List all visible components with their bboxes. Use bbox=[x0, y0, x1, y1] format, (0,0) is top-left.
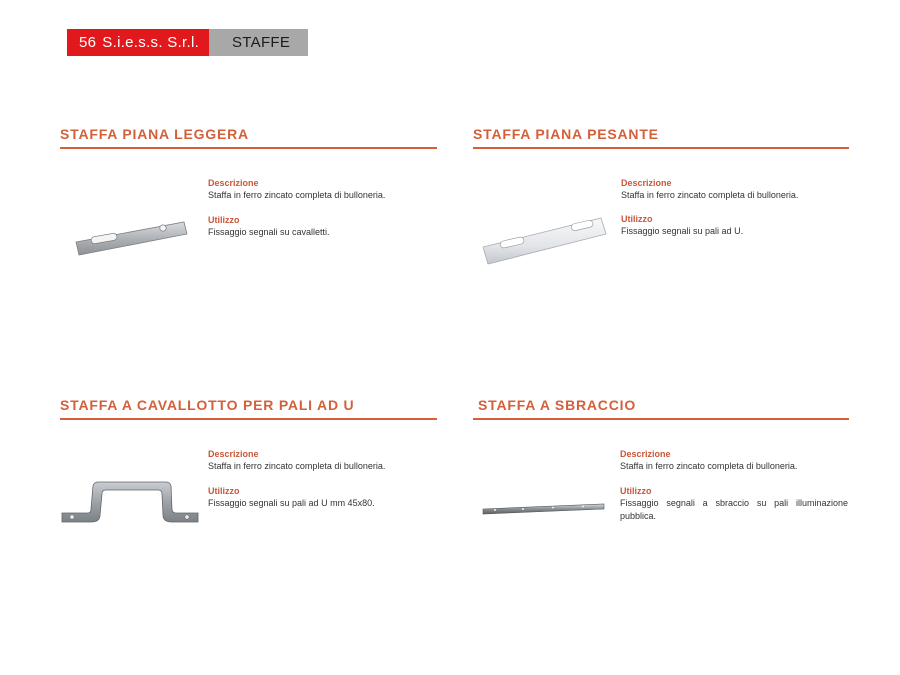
title-rule bbox=[60, 418, 437, 420]
flat-light-bracket-image bbox=[60, 182, 200, 312]
title-rule bbox=[473, 147, 849, 149]
product-staffa-piana-pesante bbox=[473, 126, 851, 326]
product-staffa-piana-leggera bbox=[60, 126, 438, 326]
category-badge: STAFFE bbox=[209, 29, 308, 56]
usage-text: Fissaggio segnali su cavalletti. bbox=[208, 227, 330, 237]
usage-label: Utilizzo bbox=[620, 486, 652, 496]
description-text: Staffa in ferro zincato completa di bulloneria. bbox=[621, 190, 799, 200]
page-number: 56 bbox=[79, 34, 97, 51]
company-badge bbox=[67, 29, 209, 56]
product-info bbox=[208, 449, 436, 510]
title-rule bbox=[60, 147, 437, 149]
description-text: Staffa in ferro zincato completa di bulloneria. bbox=[620, 461, 798, 471]
product-staffa-a-sbraccio bbox=[473, 397, 851, 597]
description-label: Descrizione bbox=[621, 178, 672, 188]
description-label: Descrizione bbox=[208, 449, 259, 459]
page-header bbox=[67, 29, 308, 56]
title-rule bbox=[473, 418, 849, 420]
description-label: Descrizione bbox=[208, 178, 259, 188]
product-title: STAFFA A CAVALLOTTO PER PALI AD U bbox=[60, 397, 355, 413]
arm-bracket-image bbox=[473, 487, 613, 527]
product-title: STAFFA PIANA LEGGERA bbox=[60, 126, 249, 142]
description-text: Staffa in ferro zincato completa di bulloneria. bbox=[208, 461, 386, 471]
usage-label: Utilizzo bbox=[208, 486, 240, 496]
usage-label: Utilizzo bbox=[621, 214, 653, 224]
description-text: Staffa in ferro zincato completa di bulloneria. bbox=[208, 190, 386, 200]
usage-label: Utilizzo bbox=[208, 215, 240, 225]
usage-text: Fissaggio segnali su pali ad U mm 45x80. bbox=[208, 498, 375, 508]
product-info bbox=[208, 178, 436, 239]
usage-text: Fissaggio segnali a sbraccio su pali illuminazione pubblica. bbox=[620, 498, 848, 521]
flat-heavy-bracket-image bbox=[473, 182, 613, 312]
usage-text: Fissaggio segnali su pali ad U. bbox=[621, 226, 744, 236]
u-clamp-bracket-image bbox=[60, 459, 200, 539]
product-info bbox=[621, 178, 849, 238]
product-info bbox=[620, 449, 848, 523]
description-label: Descrizione bbox=[620, 449, 671, 459]
product-title: STAFFA PIANA PESANTE bbox=[473, 126, 659, 142]
product-staffa-a-cavallotto bbox=[60, 397, 438, 597]
product-title: STAFFA A SBRACCIO bbox=[478, 397, 637, 413]
company-name: S.i.e.s.s. S.r.l. bbox=[102, 34, 200, 51]
